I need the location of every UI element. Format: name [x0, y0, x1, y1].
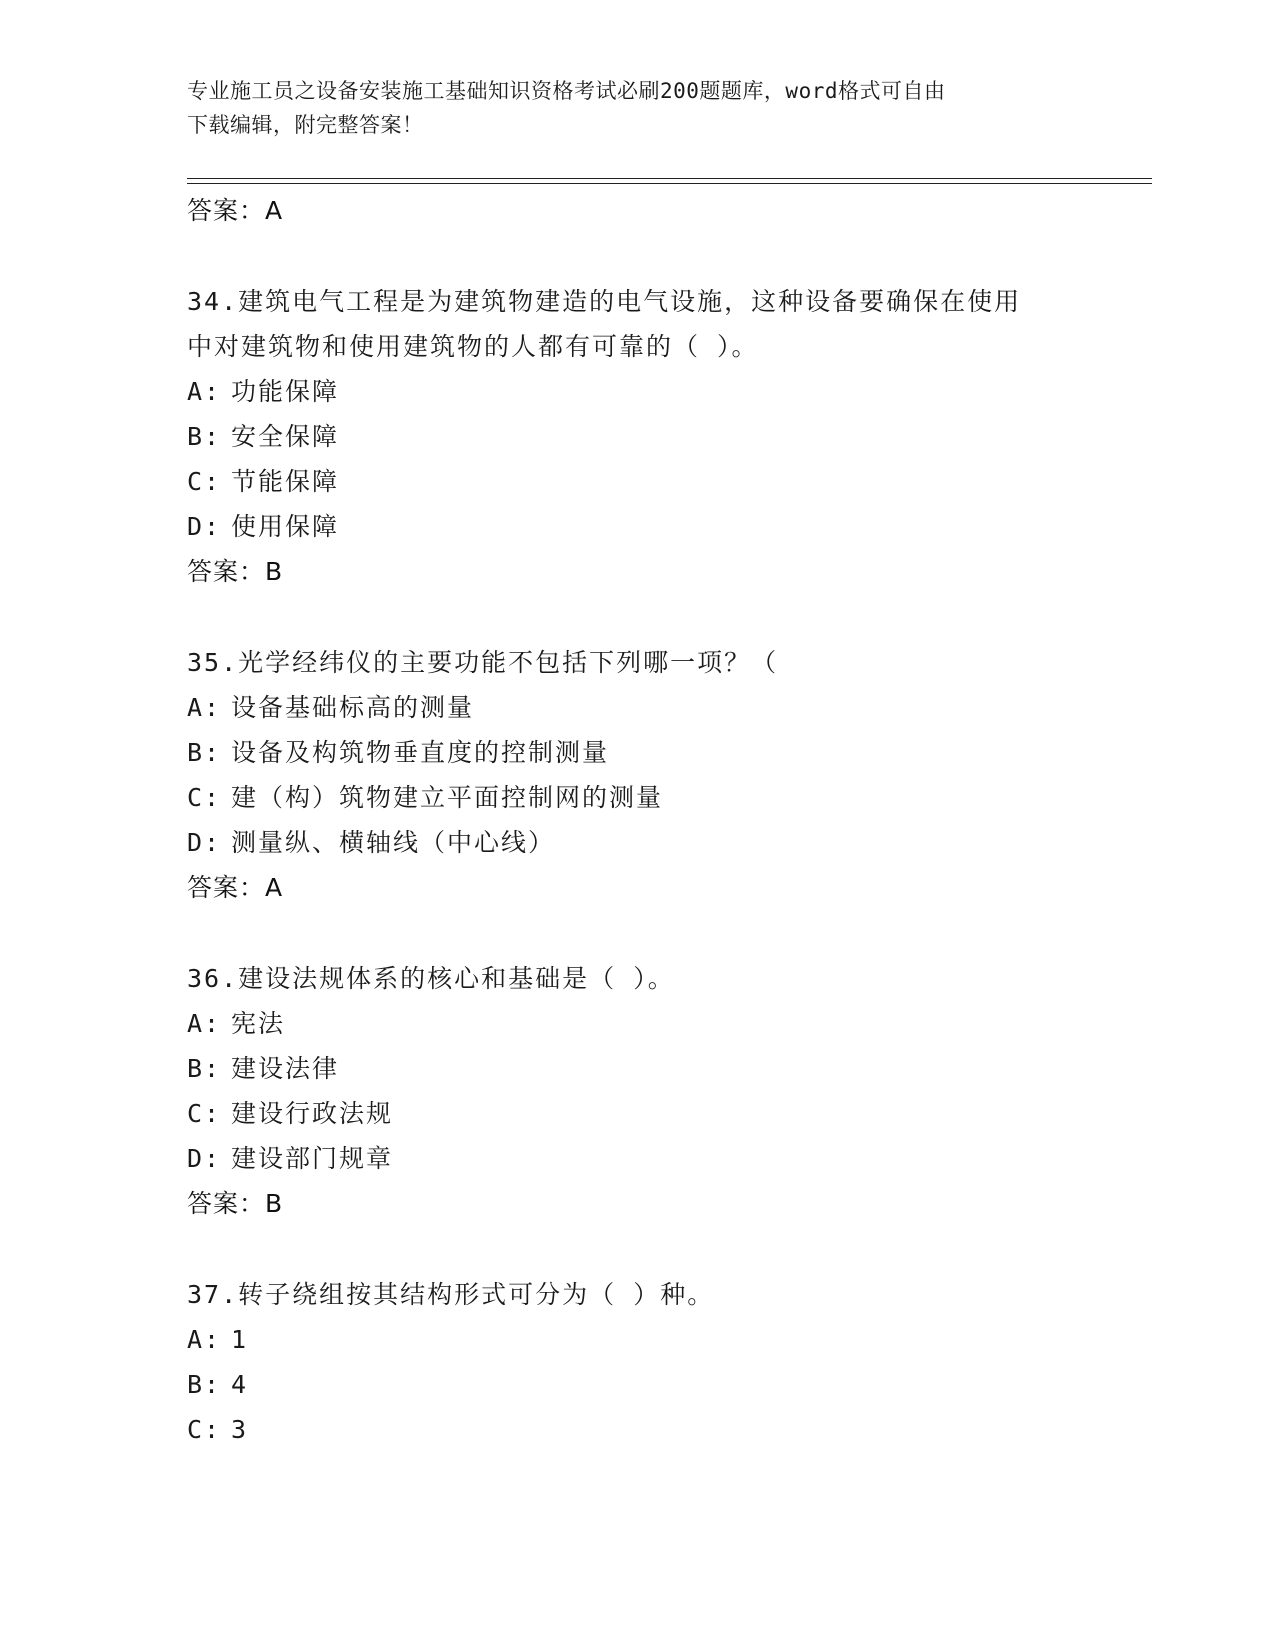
spacer — [187, 910, 1087, 956]
option-c — [187, 1407, 1087, 1452]
option-text: 宪法 — [231, 1009, 286, 1038]
question-text-line-1: 37.转子绕组按其结构形式可分为（ ）种。 — [187, 1280, 715, 1309]
question-list — [187, 188, 1087, 1452]
option-text: 建设行政法规 — [231, 1099, 394, 1128]
question-35 — [187, 640, 1087, 910]
header-title-line-1: 专业施工员之设备安装施工基础知识资格考试必刷200题题库，word格式可自由 — [187, 79, 946, 103]
option-a — [187, 1317, 1087, 1362]
answer-line: 答案：B — [187, 1189, 284, 1218]
option-letter: C: — [187, 467, 222, 496]
question-37 — [187, 1272, 1087, 1452]
option-text: 测量纵、横轴线（中心线） — [231, 828, 556, 857]
option-b — [187, 1046, 1087, 1091]
header-title-line-2: 下载编辑，附完整答案！ — [187, 113, 424, 137]
option-letter: C: — [187, 783, 222, 812]
header-divider-thin — [187, 183, 1152, 184]
option-c — [187, 459, 1087, 504]
option-letter: B: — [187, 422, 222, 451]
spacer — [187, 594, 1087, 640]
option-letter: A: — [187, 1325, 222, 1354]
document-header — [187, 74, 1087, 142]
answer-line: 答案：A — [187, 873, 284, 902]
option-b — [187, 414, 1087, 459]
spacer — [187, 233, 1087, 279]
option-d — [187, 820, 1087, 865]
header-divider-thick — [187, 178, 1152, 179]
answer-line: 答案：B — [187, 557, 284, 586]
option-letter: D: — [187, 1144, 222, 1173]
option-text: 设备及构筑物垂直度的控制测量 — [231, 738, 610, 767]
option-d — [187, 504, 1087, 549]
question-text-line-2: 中对建筑物和使用建筑物的人都有可靠的（ ）。 — [187, 332, 759, 361]
option-text: 设备基础标高的测量 — [231, 693, 475, 722]
option-d — [187, 1136, 1087, 1181]
option-text: 建（构）筑物建立平面控制网的测量 — [231, 783, 664, 812]
option-letter: B: — [187, 1370, 222, 1399]
option-a — [187, 369, 1087, 414]
option-letter: B: — [187, 738, 222, 767]
option-a — [187, 685, 1087, 730]
option-b — [187, 730, 1087, 775]
option-text: 4 — [231, 1370, 249, 1399]
option-letter: C: — [187, 1099, 222, 1128]
option-text: 建设部门规章 — [231, 1144, 394, 1173]
question-text-line-1: 34.建筑电气工程是为建筑物建造的电气设施，这种设备要确保在使用 — [187, 287, 1022, 316]
option-text: 建设法律 — [231, 1054, 340, 1083]
question-34 — [187, 279, 1087, 594]
option-letter: A: — [187, 693, 222, 722]
option-letter: B: — [187, 1054, 222, 1083]
option-text: 功能保障 — [231, 377, 340, 406]
previous-answer: 答案：A — [187, 196, 284, 225]
option-text: 节能保障 — [231, 467, 340, 496]
option-letter: A: — [187, 377, 222, 406]
question-text-line-1: 36.建设法规体系的核心和基础是（ ）。 — [187, 964, 675, 993]
option-c — [187, 775, 1087, 820]
option-text: 1 — [231, 1325, 249, 1354]
option-letter: D: — [187, 828, 222, 857]
question-text-line-1: 35.光学经纬仪的主要功能不包括下列哪一项？（ — [187, 648, 779, 677]
option-a — [187, 1001, 1087, 1046]
option-letter: D: — [187, 512, 222, 541]
question-36 — [187, 956, 1087, 1226]
option-text: 使用保障 — [231, 512, 340, 541]
option-b — [187, 1362, 1087, 1407]
option-letter: C: — [187, 1415, 222, 1444]
option-c — [187, 1091, 1087, 1136]
option-letter: A: — [187, 1009, 222, 1038]
spacer — [187, 1226, 1087, 1272]
option-text: 3 — [231, 1415, 249, 1444]
option-text: 安全保障 — [231, 422, 340, 451]
